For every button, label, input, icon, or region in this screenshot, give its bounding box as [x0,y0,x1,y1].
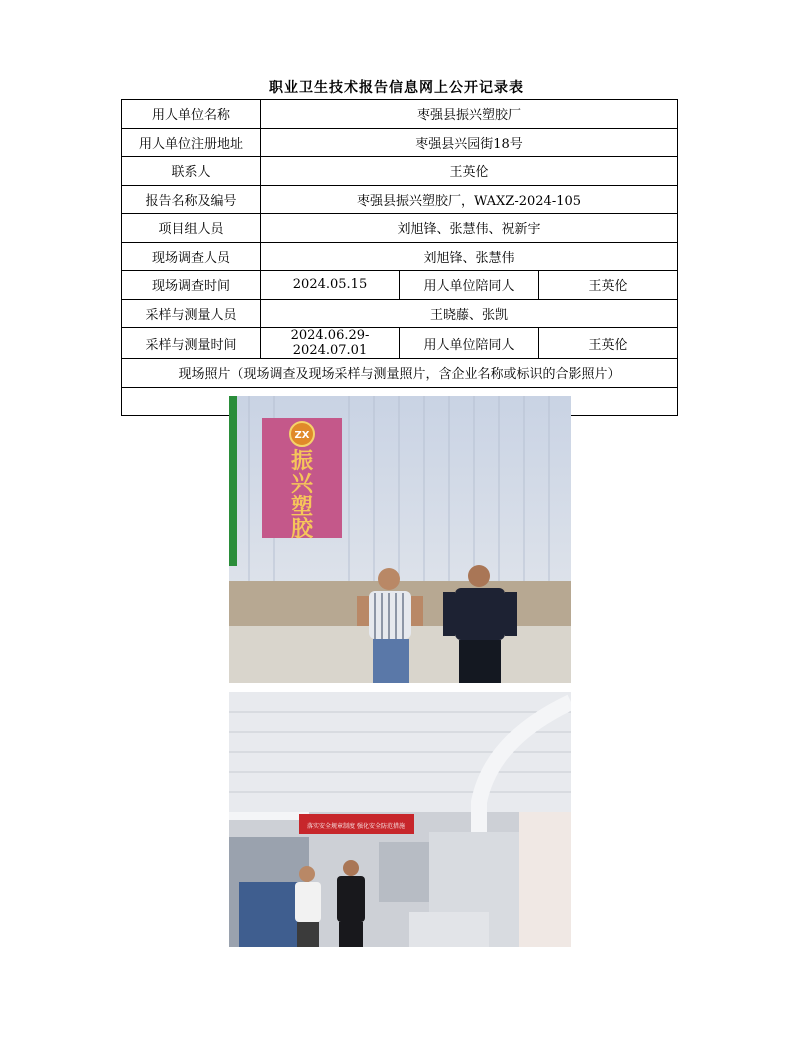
sign-char: 塑 [290,495,314,520]
survey-companion-label: 用人单位陪同人 [400,271,539,300]
employer-name-label: 用人单位名称 [122,100,261,129]
employer-address-value: 枣强县兴园街18号 [261,128,678,157]
employer-address-label: 用人单位注册地址 [122,128,261,157]
table-row [122,185,678,214]
site-photo-entrance [229,396,571,683]
sampling-time-label: 采样与测量时间 [122,328,261,359]
table-row [122,214,678,243]
table-row [122,328,678,359]
table-row [122,271,678,300]
survey-time-label: 现场调查时间 [122,271,261,300]
sign-char: 兴 [290,472,314,497]
sign-logo: ZX [294,430,310,441]
contact-value: 王英伦 [261,157,678,186]
survey-staff-value: 刘旭锋、张慧伟 [261,242,678,271]
report-name-value: 枣强县振兴塑胶厂，WAXZ-2024-105 [261,185,678,214]
project-team-label: 项目组人员 [122,214,261,243]
site-photo-workshop [229,692,571,947]
sign-char: 胶 [290,517,314,542]
sampling-time-value: 2024.06.29-2024.07.01 [261,328,400,359]
survey-time-value: 2024.05.15 [261,271,400,300]
banner-text: 落实安全规章制度 强化安全防范措施 [307,823,405,830]
employer-name-value: 枣强县振兴塑胶厂 [261,100,678,129]
table-row [122,157,678,186]
sign-char: 振 [290,449,314,474]
table-row [122,299,678,328]
table-row [122,359,678,388]
sampling-staff-label: 采样与测量人员 [122,299,261,328]
entrance-photo-graphic [229,396,571,683]
sampling-companion-label: 用人单位陪同人 [400,328,539,359]
photos-caption: 现场照片（现场调查及现场采样与测量照片，含企业名称或标识的合影照片） [122,359,678,388]
page-title: 职业卫生技术报告信息网上公开记录表 [269,80,524,96]
sampling-staff-value: 王晓藤、张凯 [261,299,678,328]
project-team-value: 刘旭锋、张慧伟、祝新宇 [261,214,678,243]
survey-staff-label: 现场调查人员 [122,242,261,271]
record-table [121,99,678,416]
workshop-photo-graphic [229,692,571,947]
table-row [122,242,678,271]
table-row [122,128,678,157]
report-name-label: 报告名称及编号 [122,185,261,214]
contact-label: 联系人 [122,157,261,186]
sampling-companion-value: 王英伦 [539,328,678,359]
survey-companion-value: 王英伦 [539,271,678,300]
table-row [122,100,678,129]
